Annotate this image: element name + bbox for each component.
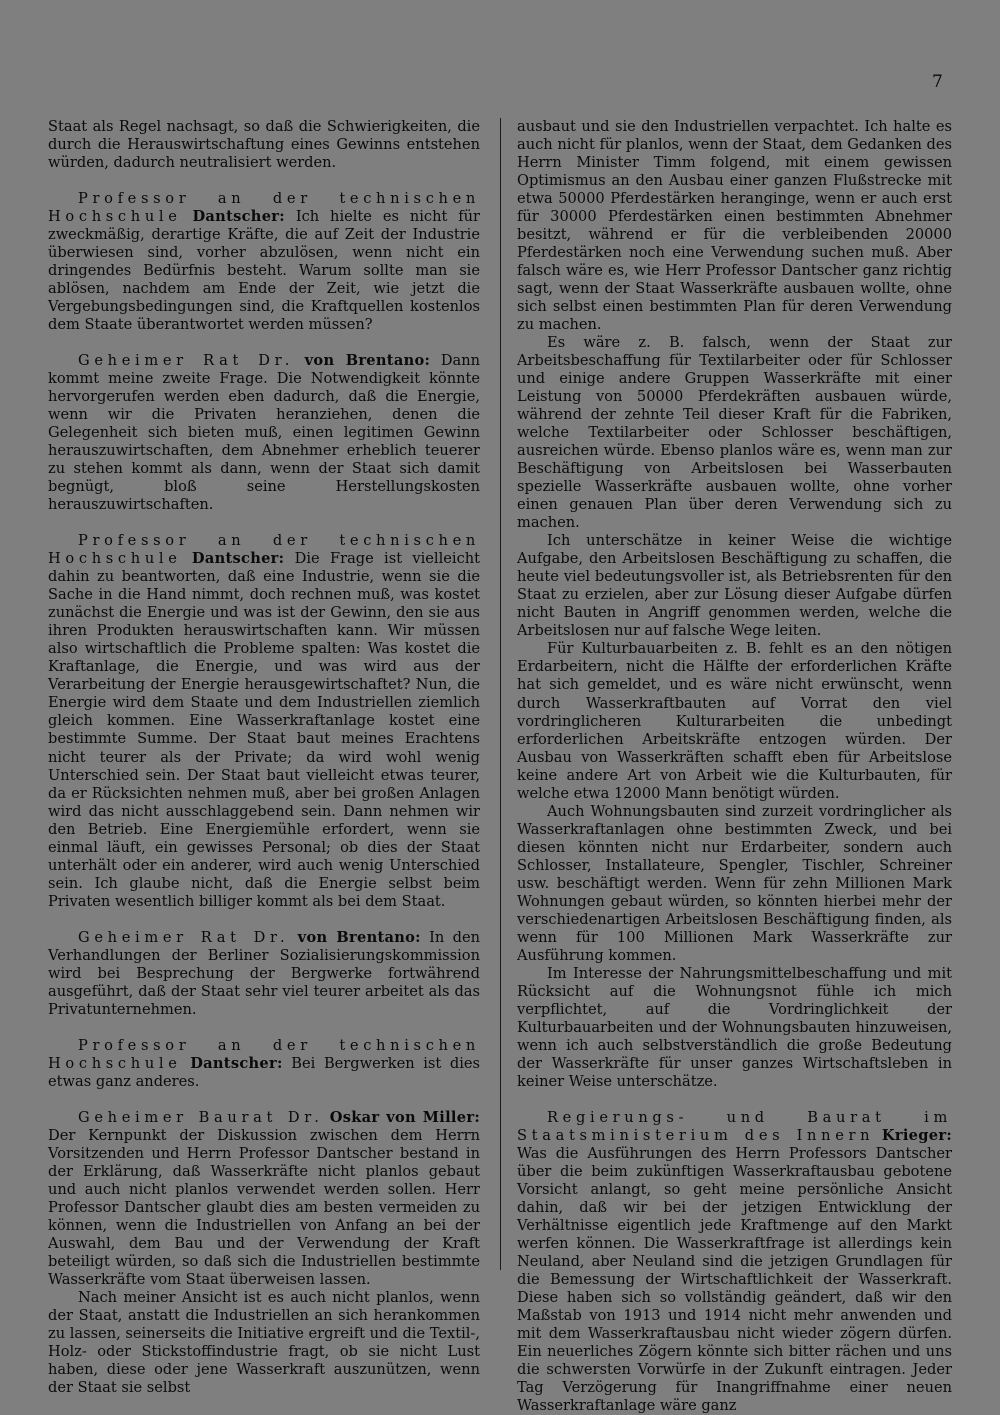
- speaker-name: Dantscher:: [192, 208, 285, 226]
- paragraph: Nach meiner Ansicht ist es auch nicht planlos, wenn der Staat, anstatt die Industriellen an sich herankommen zu lassen, seinerseits die Initiative ergreift und die Textil-, Holz- oder Stickstoffindustrie fragt, ob sie nicht Lust haben, diese oder jene Wasserkraft auszunützen, wenn der Staat sie selbst: [48, 1288, 480, 1396]
- speaker-title: Professor an der technischen Hochschule: [48, 190, 480, 226]
- paragraph: Ich unterschätze in keiner Weise die wichtige Aufgabe, den Arbeitslosen Beschäftigung zu schaffen, die heute viel bedeutungsvoller ist, als Betriebsrenten für den Staat zu erzielen, aber zur Lösung dieser Aufgabe dürfen nicht Bauten in Angriff genommen werden, welche die Arbeitslosen nur auf falsche Wege leiten.: [517, 532, 952, 640]
- speaker-title: Regierungs- und Baurat im Staatsministerium des Innern: [517, 1108, 952, 1144]
- speaker-title: Geheimer Rat Dr.: [78, 928, 290, 946]
- speech-text: Dann kommt meine zweite Frage. Die Notwendigkeit könnte hervorgerufen werden eben dadurch, daß die Energie, wenn wir die Privaten heranziehen, denen die Gelegenheit sich bieten muß, einen legitimen Gewinn herauszuwirtschaften, dem Abnehmer erheblich teuerer zu stehen kommt als dann, wenn der Staat sich damit begnügt, bloß seine Herstellungskosten herauszuwirtschaften.: [48, 352, 481, 514]
- speaker-paragraph: [48, 532, 480, 910]
- speaker-paragraph: [48, 190, 480, 334]
- left-column: [48, 118, 480, 1397]
- speaker-paragraph: [48, 1037, 480, 1091]
- speaker-title: Geheimer Baurat Dr.: [78, 1108, 324, 1126]
- speaker-paragraph: [48, 929, 480, 1019]
- speech-text: Die Frage ist vielleicht dahin zu beantworten, daß eine Industrie, wenn sie die Sache in die Hand nimmt, doch rechnen muß, was kostet zunächst die Energie und was ist der Gewinn, den sie aus ihren Produkten herauswirtschaften kann. Wir müssen also wirtschaftlich die Probleme spalten: Was kostet die Kraftanlage, die Energie, und was wird aus der Verarbeitung der Energie herausgewirtschaftet? Nun, die Energie wird dem Staate und dem Industriellen ziemlich gleich kommen. Eine Wasserkraftanlage kostet eine bestimmte Summe. Der Staat baut meines Erachtens nicht teurer als der Private; da wird wohl wenig Unterschied sein. Der Staat baut vielleicht etwas teurer, da er Rücksichten nehmen muß, aber bei großen Anlagen wird das nicht ausschlaggebend sein. Dann nehmen wir den Betrieb. Eine Energiemühle erfordert, wenn sie einmal läuft, ein gewisses Personal; ob dies der Staat unterhält oder ein anderer, wird auch wenig Unterschied sein. Ich glaube nicht, daß die Energie selbst beim Privaten wesentlich billiger kommt als bei dem Staat.: [48, 550, 481, 910]
- paragraph: Es wäre z. B. falsch, wenn der Staat zur Arbeitsbeschaffung für Textilarbeiter oder für Schlosser und einige andere Gruppen Wasserkräfte mit einer Leistung von 50000 Pferdekräften ausbauen würde, während der zehnte Teil dieser Kraft für die Fabriken, welche Textilarbeiter oder Schlosser beschäftigen, ausreichen würde. Ebenso planlos wäre es, wenn man zur Beschäftigung von Arbeitslosen bei Wasserbauten spezielle Wasserkräfte ausbauen wollte, ohne vorher einen genauen Plan über deren Verwendung sich zu machen.: [517, 334, 952, 532]
- paragraph: Staat als Regel nachsagt, so daß die Schwierigkeiten, die durch die Herauswirtschaftung eines Gewinns entstehen würden, dadurch neutralisiert werden.: [48, 118, 480, 172]
- speaker-name: Krieger:: [881, 1126, 952, 1144]
- speech-text: Ich hielte es nicht für zweckmäßig, derartige Kräfte, die auf Zeit der Industrie überwiesen sind, vorher abzulösen, wenn nicht ein dringendes Bedürfnis besteht. Warum sollte man sie ablösen, nachdem am Ende der Zeit, wie jetzt die Vergebungsbedingungen sind, die Kraftquellen kostenlos dem Staate überantwortet werden müssen?: [48, 208, 480, 334]
- speaker-name: Dantscher:: [190, 1054, 283, 1072]
- speech-text: Bei Bergwerken ist dies etwas ganz anderes.: [48, 1054, 481, 1090]
- paragraph: Auch Wohnungsbauten sind zurzeit vordringlicher als Wasserkraftanlagen ohne bestimmten Zweck, und bei diesen könnten nicht nur Erdarbeiter, sondern auch Schlosser, Installateure, Spengler, Tischler, Schreiner usw. beschäftigt werden. Wenn für zehn Millionen Mark Wohnungen gebaut würden, so könnten hierbei mehr der verschiedenartigen Arbeitslosen Beschäftigung finden, als wenn für 100 Millionen Mark Wasserkräfte zur Ausführung kommen.: [517, 802, 952, 964]
- speaker-paragraph: [48, 352, 480, 514]
- right-column: [517, 118, 952, 1415]
- speaker-title: Professor an der technischen Hochschule: [48, 532, 480, 568]
- speaker-name: von Brentano:: [304, 352, 431, 370]
- paragraph: Für Kulturbauarbeiten z. B. fehlt es an den nötigen Erdarbeitern, nicht die Hälfte der erforderlichen Kräfte hat sich gemeldet, und es wäre nicht erwünscht, wenn durch Wasserkraftbauten auf Vorrat den viel vordringlicheren Kulturarbeiten die unbedingt erforderlichen Arbeitskräfte entzogen würden. Der Ausbau von Wasserkräften schafft eben für Arbeitslose keine andere Art von Arbeit wie die Kulturbauten, für welche etwa 12000 Mann benötigt würden.: [517, 640, 952, 802]
- page-number: 7: [932, 72, 943, 92]
- speaker-title: Professor an der technischen Hochschule: [48, 1036, 480, 1072]
- speech-text: Was die Ausführungen des Herrn Professors Dantscher über die beim zukünftigen Wasserkraftausbau gebotene Vorsicht anlangt, so geht meine persönliche Ansicht dahin, daß wir bei der jetzigen Entwicklung der Verhältnisse eigentlich jede Kraftmenge auf den Markt werfen können. Die Wasserkraftfrage ist allerdings kein Neuland, aber Neuland sind die jetzigen Grundlagen für die Bemessung der Wirtschaftlichkeit der Wasserkraft. Diese haben sich so vollständig geändert, daß wir den Maßstab von 1913 und 1914 nicht mehr anwenden und mit dem Wasserkraftausbau nicht wieder zögern dürfen. Ein neuerliches Zögern könnte sich bitter rächen und uns die schwersten Vorwürfe in der Zukunft eintragen. Jeder Tag Verzögerung für Inangriffnahme einer neuen Wasserkraftanlage wäre ganz: [517, 1144, 952, 1415]
- speech-text: Der Kernpunkt der Diskussion zwischen dem Herrn Vorsitzenden und Herrn Professor Dantscher bestand in der Erklärung, daß Wasserkräfte nicht planlos gebaut und auch nicht planlos verwendet werden sollen. Herr Professor Dantscher glaubt dies am besten vermeiden zu können, wenn die Industriellen von Anfang an bei der Auswahl, dem Bau und der Verwendung der Kraft beteiligt würden, so daß sich die Industriellen bestimmte Wasserkräfte vom Staat überweisen lassen.: [48, 1126, 480, 1288]
- column-divider: [500, 118, 501, 1270]
- paragraph: Im Interesse der Nahrungsmittelbeschaffung und mit Rücksicht auf die Wohnungsnot fühle ich mich verpflichtet, auf die Vordringlichkeit der Kulturbauarbeiten und der Wohnungsbauten hinzuweisen, wenn ich auch selbstverständlich die große Bedeutung der Wasserkräfte für unser ganzes Wirtschaftsleben in keiner Weise unterschätze.: [517, 964, 952, 1090]
- speaker-name: Dantscher:: [191, 550, 285, 568]
- speaker-title: Geheimer Rat Dr.: [78, 352, 295, 370]
- speech-text: In den Verhandlungen der Berliner Sozialisierungskommission wird bei Besprechung der Bergwerke fortwährend ausgeführt, daß der Staat sehr viel teurer arbeitet als das Privatunternehmen.: [48, 928, 480, 1018]
- speaker-name: Oskar von Miller:: [329, 1108, 480, 1126]
- speaker-paragraph: [517, 1109, 952, 1415]
- paragraph: ausbaut und sie den Industriellen verpachtet. Ich halte es auch nicht für planlos, wenn der Staat, dem Gedanken des Herrn Minister Timm folgend, mit einem gewissen Optimismus an den Ausbau einer ganzen Flußstrecke mit etwa 50000 Pferdestärken herangingе, wenn er auch erst für 30000 Pferdestärken einen bestimmten Abnehmer besitzt, während er für die verbleibenden 20000 Pferdestärken noch eine Verwendung suchen muß. Aber falsch wäre es, wie Herr Professor Dantscher ganz richtig sagt, wenn der Staat Wasserkräfte ausbauen wollte, ohne sich selbst einen bestimmten Plan für deren Verwendung zu machen.: [517, 118, 952, 334]
- speaker-paragraph: [48, 1109, 480, 1289]
- speaker-name: von Brentano:: [297, 928, 421, 946]
